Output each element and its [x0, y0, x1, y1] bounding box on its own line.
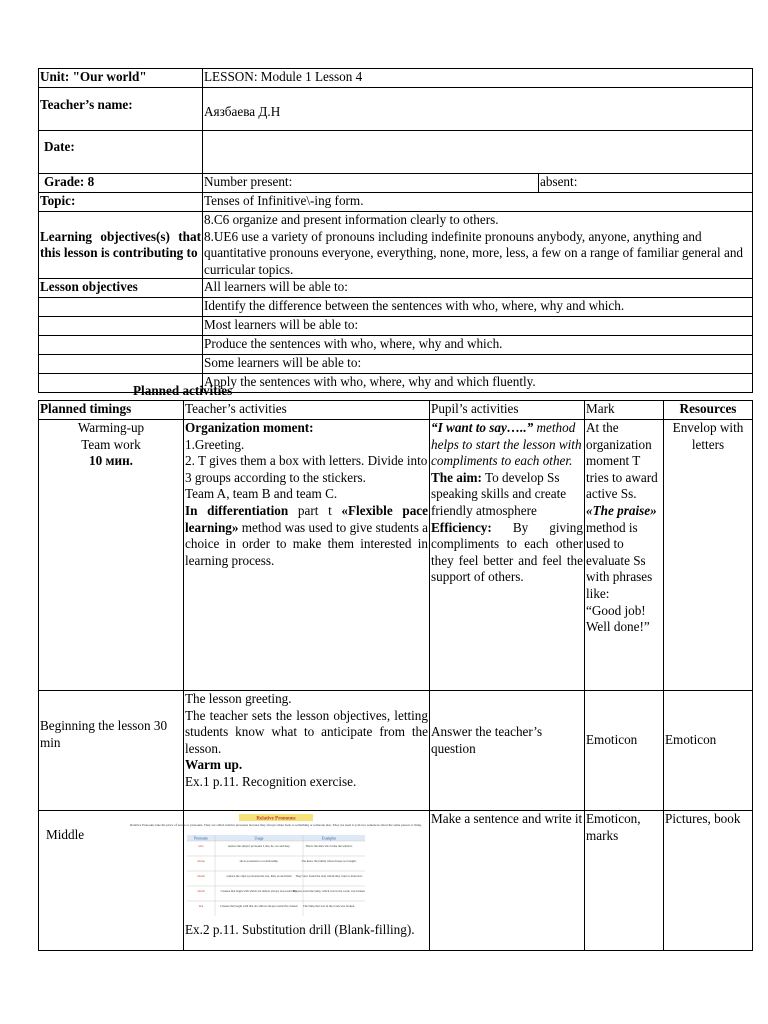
warm-up-title: Warm up. — [185, 757, 243, 773]
objective-most: Most learners will be able to: — [203, 317, 753, 336]
teams-step: Team A, team B and team C. — [185, 486, 338, 502]
row3-timing: Middle — [39, 811, 184, 951]
learning-objective-1: 8.C6 organize and present information clearly to others. — [204, 212, 499, 227]
th-usage: Usage — [254, 836, 264, 841]
row1-pupil — [430, 420, 585, 691]
use-whose: show possession or relationship. — [239, 859, 279, 863]
objective-some: Some learners will be able to: — [203, 355, 753, 374]
col-pupil-activities: Pupil’s activities — [430, 401, 585, 420]
aim-text: The aim: To develop Ss speaking skills and create friendly atmosphere — [431, 469, 567, 518]
col-teacher-activities: Teacher’s activities — [184, 401, 430, 420]
th-pronouns: Pronouns — [194, 836, 208, 841]
ex-whom: They have found the lady whom they want to interview. — [295, 874, 363, 878]
use-whom: replace the object pronouns me, her, him, us and them — [226, 874, 292, 878]
learning-objective-2: 8.UE6 use a variety of pronouns including indefinite pronouns anybody, anyone, anything and quantitative pronouns everyone, everything, none, more, less, a few on a range of familiar general and curricular topics. — [204, 228, 744, 277]
teacher-name: Аязбаева Д.Н — [203, 88, 753, 131]
date-label: Date: — [39, 131, 203, 174]
row3-pupil: Make a sentence and write it — [430, 811, 585, 951]
objective-all: All learners will be able to: — [203, 279, 753, 298]
objective-most-detail: Produce the sentences with who, where, why and which. — [203, 336, 753, 355]
objectives-step: The teacher sets the lesson objectives, letting students know what to anticipate from the lesson. — [185, 707, 428, 756]
use-who: replace the subject pronouns I, she, he, we and they. — [227, 844, 291, 848]
row1-mark — [585, 420, 664, 691]
ex-which: My precious blue lamp, which was in the room, was broken. — [292, 889, 366, 893]
ex-who: This is the man who broke the window. — [305, 844, 353, 848]
grade-label: Grade: 8 — [39, 174, 203, 193]
number-present: Number present: — [203, 174, 539, 193]
date-value — [203, 131, 753, 174]
planned-activities-table — [38, 400, 753, 951]
ex-whose: She knew the family whose house we bought. — [301, 859, 357, 863]
topic-label: Topic: — [39, 193, 203, 212]
table-title: Relative Pronouns — [256, 816, 296, 822]
row3-mark: Emoticon, marks — [585, 811, 664, 951]
lesson-objectives-label: Lesson objectives — [39, 279, 203, 298]
objective-some-detail: Apply the sentences with who, where, why and which fluently. — [203, 374, 753, 393]
pr-whose: whose — [197, 859, 205, 863]
unit-label: Unit: "Our world" — [39, 69, 203, 88]
learning-objectives-label: Learning objectives(s) that this lesson is contributing to — [39, 212, 203, 279]
row1-resources: Envelop with letters — [664, 420, 753, 691]
th-examples: Examples — [321, 836, 337, 841]
relative-pronouns-image — [130, 813, 422, 922]
table-intro: Relative Pronouns take the place of nouns or pronouns. They are called relative pronouns because they always relate back to something or someone else. They are used to join two sentences about the same person or thing. — [130, 823, 422, 827]
row3-resources: Pictures, book — [664, 811, 753, 951]
row1-timing — [39, 420, 184, 691]
lesson-greeting: The lesson greeting. — [185, 691, 292, 706]
compliment-method: “I want to say…..” method helps to start the lesson with compliments to each other. — [431, 420, 582, 469]
learning-objectives-list — [203, 212, 753, 279]
timing-warmup: Warming-up — [77, 420, 145, 435]
timing-duration: 10 мин. — [89, 453, 133, 469]
objectives-spacer — [39, 298, 203, 317]
lesson-title: LESSON: Module 1 Lesson 4 — [203, 69, 753, 88]
efficiency-text: Efficiency: By giving compliments to each other they feel better and feel the support of others. — [431, 519, 583, 585]
use-that: Clauses that begin with that are almost always restrictive clauses — [220, 904, 298, 908]
ex-that: The lamp that was in the room was broken. — [303, 904, 355, 908]
pr-who: who — [198, 844, 204, 848]
org-moment-title: Organization moment: — [185, 420, 314, 435]
box-step: 2. T gives them a box with letters. Divide into 3 groups according to the stickers. — [185, 453, 428, 485]
mark-praise: «The praise» method is used to evaluate Ss with phrases like: — [586, 502, 657, 601]
pr-whom: whom — [197, 874, 205, 878]
timing-teamwork: Team work — [81, 436, 141, 452]
objectives-spacer — [39, 317, 203, 336]
greeting-step: 1.Greeting. — [185, 436, 245, 452]
differentiation-text: In differentiation part t «Flexible pace learning» method was used to give students a choice in order to make them interested in learning process. — [185, 502, 428, 568]
row2-timing: Beginning the lesson 30 min — [39, 691, 184, 811]
row3-teacher — [130, 811, 430, 951]
col-planned-timings: Planned timings — [39, 401, 184, 420]
objective-all-detail: Identify the difference between the sentences with who, where, why and which. — [203, 298, 753, 317]
row2-teacher — [184, 691, 430, 811]
pr-that: that — [198, 904, 204, 908]
row1-teacher — [184, 420, 430, 691]
use-which: Clauses that begin with which are almost always non-restrictive — [220, 889, 298, 893]
ex2-step: Ex.2 p.11. Substitution drill (Blank-filling). — [185, 922, 415, 937]
mark-award: At the organization moment T tries to award active Ss. — [586, 420, 658, 502]
objectives-spacer — [39, 336, 203, 355]
objectives-spacer — [39, 355, 203, 374]
col-resources: Resources — [664, 401, 753, 420]
planned-activities-heading: Planned activities — [133, 383, 233, 398]
ex1-step: Ex.1 p.11. Recognition exercise. — [185, 773, 357, 789]
absent-label: absent: — [539, 174, 753, 193]
row2-mark: Emoticon — [585, 691, 664, 811]
mark-phrases: “Good job! Well done!” — [586, 602, 650, 635]
topic-value: Tenses of Infinitive\-ing form. — [203, 193, 753, 212]
col-mark: Mark — [585, 401, 664, 420]
row2-resources: Emoticon — [664, 691, 753, 811]
row2-pupil: Answer the teacher’s question — [430, 691, 585, 811]
pr-which: which — [197, 889, 205, 893]
teacher-label: Teacher’s name: — [39, 88, 203, 131]
lesson-header-table — [38, 68, 753, 393]
